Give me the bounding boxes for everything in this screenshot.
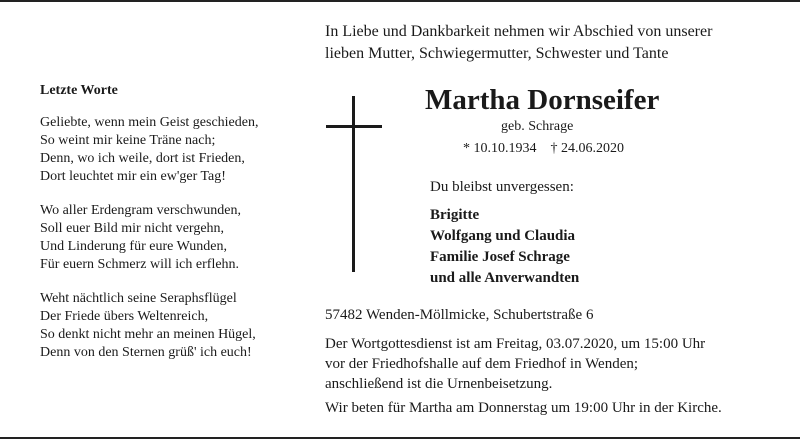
- poem-line: Soll euer Bild mir nicht vergehn,: [40, 221, 225, 236]
- poem-line: Dort leuchtet mir ein ew'ger Tag!: [40, 169, 226, 184]
- birth-name: geb. Schrage: [501, 119, 574, 134]
- intro-line: In Liebe und Dankbarkeit nehmen wir Abschied von unserer: [325, 23, 713, 40]
- mourners-list: [430, 205, 579, 289]
- poem-line: Denn, wo ich weile, dort ist Frieden,: [40, 151, 245, 166]
- cross-icon: [326, 96, 384, 272]
- prayer-info: Wir beten für Martha am Donnerstag um 19:00 Uhr in der Kirche.: [325, 400, 722, 416]
- poem-heading: Letzte Worte: [40, 83, 118, 98]
- death-date: † 24.06.2020: [550, 141, 624, 156]
- remember-line: Du bleibst unvergessen:: [430, 179, 574, 195]
- poem-line: So denkt nicht mehr an meinen Hügel,: [40, 327, 256, 342]
- service-line: anschließend ist die Urnenbeisetzung.: [325, 376, 553, 392]
- poem-stanza: [40, 202, 310, 274]
- service-info: [325, 334, 705, 394]
- life-dates: [463, 140, 624, 158]
- service-line: vor der Friedhofshalle auf dem Friedhof in Wenden;: [325, 356, 639, 372]
- poem-line: Weht nächtlich seine Seraphsflügel: [40, 291, 237, 306]
- top-border: [0, 0, 800, 2]
- service-line: Der Wortgottesdienst ist am Freitag, 03.07.2020, um 15:00 Uhr: [325, 336, 706, 352]
- poem-line: Geliebte, wenn mein Geist geschieden,: [40, 115, 259, 130]
- mourner-name: Familie Josef Schrage: [430, 249, 570, 265]
- address: 57482 Wenden-Möllmicke, Schubertstraße 6: [325, 307, 594, 323]
- intro-line: lieben Mutter, Schwiegermutter, Schwester und Tante: [325, 45, 669, 62]
- mourner-name: Brigitte: [430, 207, 480, 223]
- birth-date: * 10.10.1934: [463, 141, 537, 156]
- poem-line: Denn von den Sternen grüß' ich euch!: [40, 345, 252, 360]
- intro-text: [325, 21, 785, 65]
- mourner-name: und alle Anverwandten: [430, 270, 580, 286]
- poem-stanza: [40, 290, 310, 362]
- poem-line: Und Linderung für eure Wunden,: [40, 239, 227, 254]
- poem-stanza: [40, 114, 310, 186]
- mourner-name: Wolfgang und Claudia: [430, 228, 576, 244]
- poem-line: Der Friede übers Weltenreich,: [40, 309, 209, 324]
- poem-line: Für euern Schmerz will ich erflehn.: [40, 257, 240, 272]
- poem-line: Wo aller Erdengram verschwunden,: [40, 203, 242, 218]
- deceased-name: Martha Dornseifer: [425, 84, 660, 116]
- poem-column: [40, 82, 310, 378]
- poem-line: So weint mir keine Träne nach;: [40, 133, 216, 148]
